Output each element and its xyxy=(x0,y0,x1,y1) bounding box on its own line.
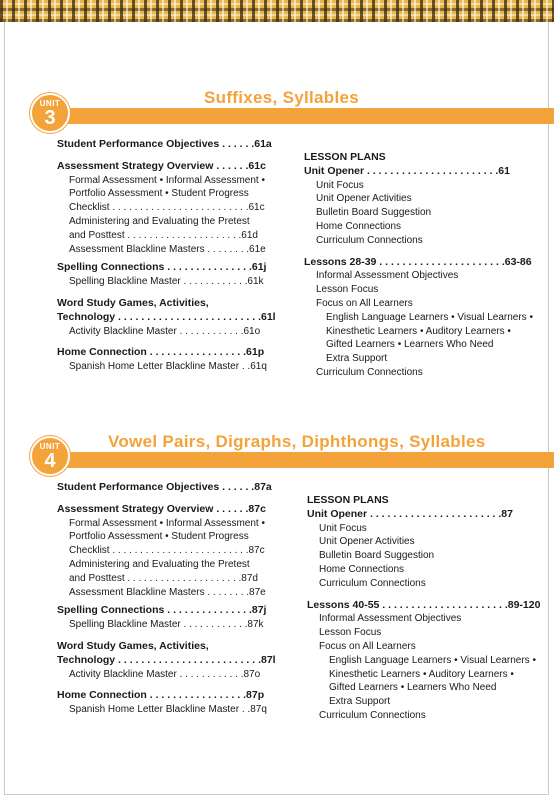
toc-sub-entry: Spanish Home Letter Blackline Master . .61q xyxy=(69,361,267,373)
spacer xyxy=(57,632,287,640)
unit-3-title-band xyxy=(40,108,554,124)
spacer xyxy=(57,289,287,297)
toc-sub-entry: Spanish Home Letter Blackline Master . .87q xyxy=(69,704,267,716)
unit-4-title: Vowel Pairs, Digraphs, Diphthongs, Syllables xyxy=(108,432,486,451)
unit-3-left-column xyxy=(57,138,287,374)
toc-heading-entry: LESSON PLANS xyxy=(304,151,386,163)
unit-4-badge xyxy=(30,436,70,476)
toc-sub-entry: Activity Blackline Master . . . . . . . . . . . .61o xyxy=(69,325,261,337)
toc-sub-entry: Checklist . . . . . . . . . . . . . . . . . . . . . . . . .87c xyxy=(69,545,265,557)
toc-sub-entry: and Posttest . . . . . . . . . . . . . . . . . . . . .61d xyxy=(69,229,258,241)
toc-sub-entry: Gifted Learners • Learners Who Need xyxy=(329,682,497,694)
toc-sub-entry: Focus on All Learners xyxy=(319,640,416,652)
toc-heading-entry: Home Connection . . . . . . . . . . . . . . . . .87p xyxy=(57,689,265,702)
toc-sub-entry: Informal Assessment Objectives xyxy=(319,613,462,625)
toc-sub-entry: Formal Assessment • Informal Assessment • xyxy=(69,517,265,529)
toc-sub-entry: Gifted Learners • Learners Who Need xyxy=(326,339,494,351)
toc-sub-entry: Home Connections xyxy=(319,563,405,575)
toc-heading-entry: Spelling Connections . . . . . . . . . . . . . . .61j xyxy=(57,261,267,274)
toc-sub-entry: Unit Focus xyxy=(316,179,364,191)
spacer xyxy=(57,681,287,689)
spacer xyxy=(57,338,287,346)
toc-sub-entry: Administering and Evaluating the Pretest xyxy=(69,558,250,570)
toc-sub-entry: Home Connections xyxy=(316,220,402,232)
toc-sub-entry: Curriculum Connections xyxy=(316,234,423,246)
toc-sub-entry: Informal Assessment Objectives xyxy=(316,270,459,282)
unit-3-right-column xyxy=(304,151,544,380)
toc-sub-entry: Curriculum Connections xyxy=(316,366,423,378)
toc-sub-entry: Extra Support xyxy=(329,696,391,708)
spacer xyxy=(57,495,287,503)
toc-sub-entry: Unit Opener Activities xyxy=(316,193,412,205)
toc-sub-entry: Bulletin Board Suggestion xyxy=(319,550,435,562)
toc-sub-entry: Curriculum Connections xyxy=(319,577,426,589)
spacer xyxy=(304,248,544,256)
toc-heading-entry: Unit Opener . . . . . . . . . . . . . . . . . . . . . . .61 xyxy=(304,164,510,177)
toc-sub-entry: Kinesthetic Learners • Auditory Learners • xyxy=(326,325,511,337)
unit-4-left-column xyxy=(57,481,287,717)
toc-sub-entry: Lesson Focus xyxy=(316,284,379,296)
toc-sub-entry: Kinesthetic Learners • Auditory Learners • xyxy=(329,668,514,680)
toc-sub-entry: Checklist . . . . . . . . . . . . . . . . . . . . . . . . .61c xyxy=(69,202,265,214)
toc-sub-entry: Extra Support xyxy=(326,353,388,365)
toc-heading-entry: LESSON PLANS xyxy=(307,494,389,506)
toc-heading-entry: Spelling Connections . . . . . . . . . . . . . . .87j xyxy=(57,604,267,617)
toc-sub-entry: Portfolio Assessment • Student Progress xyxy=(69,188,249,200)
toc-sub-entry: Lesson Focus xyxy=(319,627,382,639)
toc-sub-entry: Activity Blackline Master . . . . . . . . . . . .87o xyxy=(69,668,261,680)
toc-sub-entry: Assessment Blackline Masters . . . . . . . .87e xyxy=(69,586,266,598)
toc-sub-entry: Spelling Blackline Master . . . . . . . . . . . .87k xyxy=(69,619,264,631)
unit-badge-number: 4 xyxy=(44,450,56,472)
toc-heading-entry: Student Performance Objectives . . . . . .61a xyxy=(57,138,272,150)
toc-sub-entry: Unit Opener Activities xyxy=(319,536,415,548)
toc-sub-entry: Unit Focus xyxy=(319,522,367,534)
toc-sub-entry: Assessment Blackline Masters . . . . . . . .61e xyxy=(69,243,266,255)
toc-heading-entry: Technology . . . . . . . . . . . . . . . . . . . . . . . . .61l xyxy=(57,310,276,323)
toc-heading-entry: Assessment Strategy Overview . . . . . .87c xyxy=(57,502,266,515)
toc-heading-entry: Unit Opener . . . . . . . . . . . . . . . . . . . . . . .87 xyxy=(307,507,513,520)
toc-heading-entry: Technology . . . . . . . . . . . . . . . . . . . . . . . . .87l xyxy=(57,653,276,666)
toc-heading-entry: Word Study Games, Activities, xyxy=(57,296,209,309)
toc-sub-entry: Formal Assessment • Informal Assessment • xyxy=(69,174,265,186)
toc-heading-entry: Word Study Games, Activities, xyxy=(57,639,209,652)
spacer xyxy=(307,591,547,599)
toc-sub-entry: Focus on All Learners xyxy=(316,297,413,309)
toc-heading-entry: Lessons 28-39 . . . . . . . . . . . . . . . . . . . . . .63-86 xyxy=(304,255,532,268)
toc-sub-entry: Portfolio Assessment • Student Progress xyxy=(69,531,249,543)
unit-4-right-column xyxy=(307,494,547,723)
toc-sub-entry: Administering and Evaluating the Pretest xyxy=(69,215,250,227)
unit-4-title-band xyxy=(40,452,554,468)
toc-sub-entry: Bulletin Board Suggestion xyxy=(316,207,432,219)
plaid-border xyxy=(0,0,554,22)
toc-heading-entry: Home Connection . . . . . . . . . . . . . . . . .61p xyxy=(57,346,265,359)
toc-heading-entry: Assessment Strategy Overview . . . . . .61c xyxy=(57,159,266,172)
toc-sub-entry: English Language Learners • Visual Learners • xyxy=(326,311,533,323)
spacer xyxy=(57,152,287,160)
toc-sub-entry: and Posttest . . . . . . . . . . . . . . . . . . . . .87d xyxy=(69,572,258,584)
unit-3-title: Suffixes, Syllables xyxy=(204,88,359,107)
toc-heading-entry: Student Performance Objectives . . . . . .87a xyxy=(57,481,272,493)
unit-badge-number: 3 xyxy=(44,107,56,129)
toc-sub-entry: Curriculum Connections xyxy=(319,709,426,721)
toc-sub-entry: Spelling Blackline Master . . . . . . . . . . . .61k xyxy=(69,276,264,288)
toc-sub-entry: English Language Learners • Visual Learners • xyxy=(329,654,536,666)
toc-heading-entry: Lessons 40-55 . . . . . . . . . . . . . . . . . . . . . .89-120 xyxy=(307,598,541,611)
unit-3-badge xyxy=(30,93,70,133)
unit-badge-label: UNIT xyxy=(39,99,61,108)
unit-badge-label: UNIT xyxy=(39,442,61,451)
